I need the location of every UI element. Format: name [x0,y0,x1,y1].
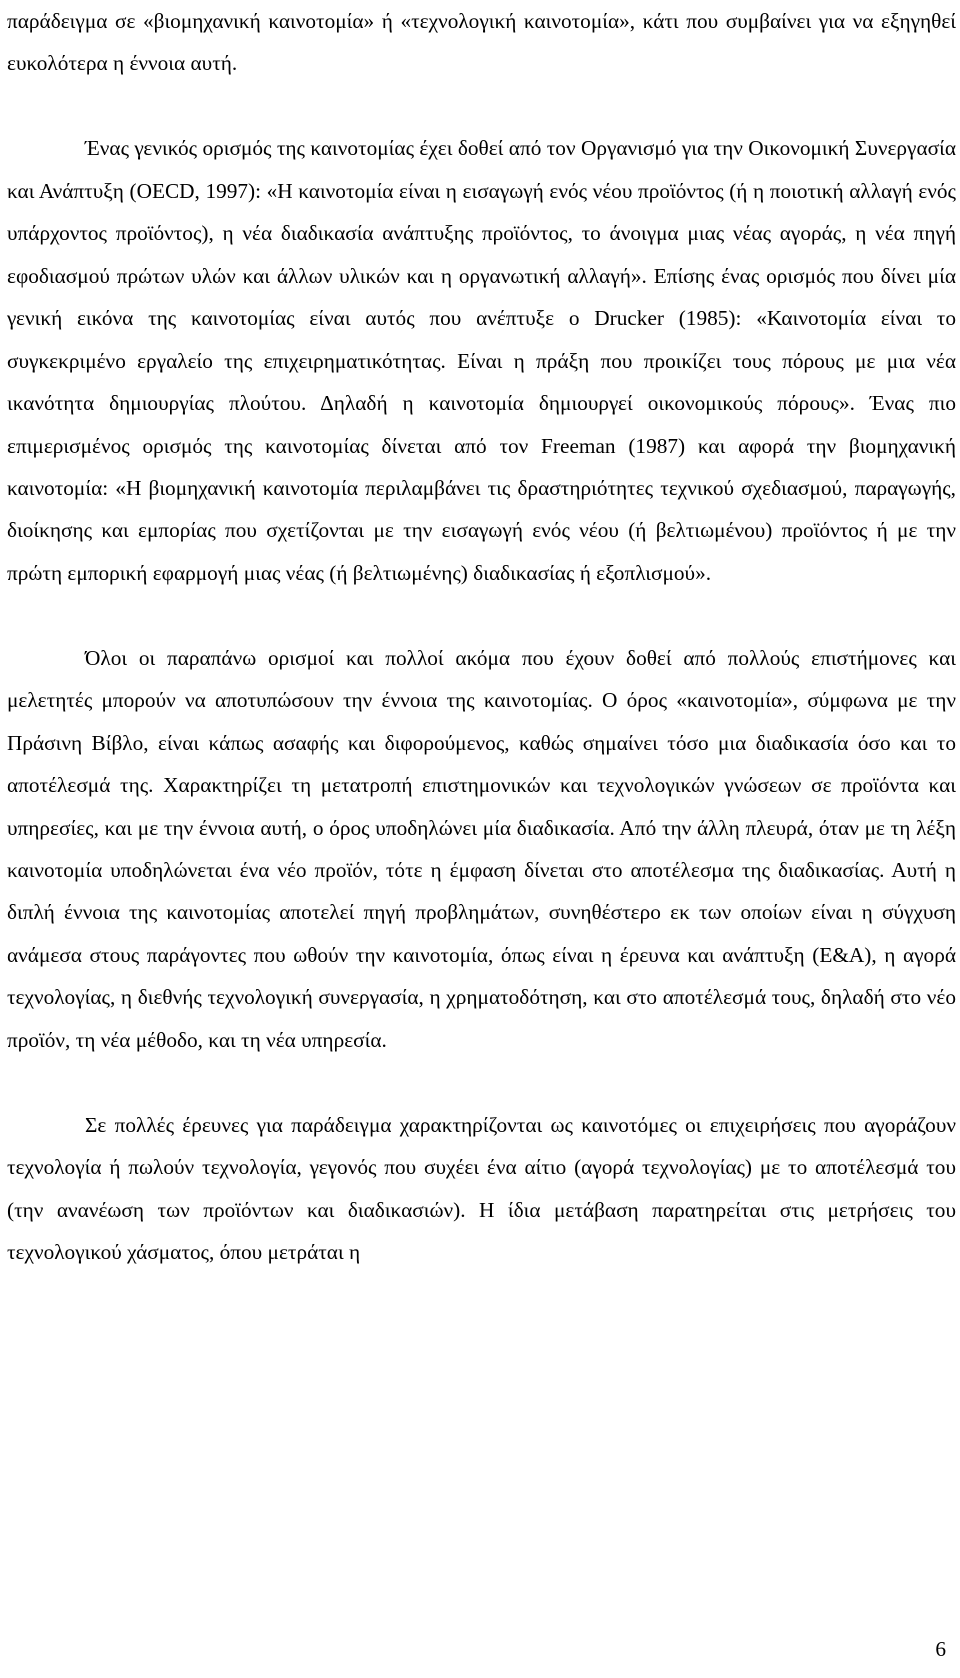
page-number: 6 [935,1637,946,1661]
document-page [7,0,956,1316]
paragraph-4: Σε πολλές έρευνες για παράδειγμα χαρακτηρίζονται ως καινοτόμες οι επιχειρήσεις που αγοράζουν τεχνολογία ή πωλούν τεχνολογία, γεγονός που συχέει ένα αίτιο (αγορά τεχνολογίας) με το αποτέλεσμά του (την ανανέωση των προϊόντων και διαδικασιών). Η ίδια μετάβαση παρατηρείται στις μετρήσεις του τεχνολογικού χάσματος, όπου μετράται η [7,1112,956,1265]
paragraph-2: Ένας γενικός ορισμός της καινοτομίας έχει δοθεί από τον Οργανισμό για την Οικονομική Συνεργασία και Ανάπτυξη (OECD, 1997): «Η καινοτομία είναι η εισαγωγή ενός νέου προϊόντος (ή η ποιοτική αλλαγή ενός υπάρχοντος προϊόντος), η νέα διαδικασία ανάπτυξης προϊόντος, το άνοιγμα μιας νέας αγοράς, η νέα πηγή εφοδιασμού πρώτων υλών και άλλων υλικών και η οργανωτική αλλαγή». Επίσης ένας ορισμός που δίνει μία γενική εικόνα της καινοτομίας είναι αυτός που ανέπτυξε ο Drucker (1985): «Καινοτομία είναι το συγκεκριμένο εργαλείο της επιχειρηματικότητας. Είναι η πράξη που προικίζει τους πόρους με μια νέα ικανότητα δημιουργίας πλούτου. Δηλαδή η καινοτομία δημιουργεί οικονομικούς πόρους». Ένας πιο επιμερισμένος ορισμός της καινοτομίας δίνεται από τον Freeman (1987) και αφορά την βιομηχανική καινοτομία: «Η βιομηχανική καινοτομία περιλαμβάνει τις δραστηριότητες τεχνικού σχεδιασμού, παραγωγής, διοίκησης και εμπορίας που σχετίζονται με την εισαγωγή ενός νέου (ή βελτιωμένου) προϊόντος ή με την πρώτη εμπορική εφαρμογή μιας νέας (ή βελτιωμένης) διαδικασίας ή εξοπλισμού». [7,136,956,585]
paragraph-3: Όλοι οι παραπάνω ορισμοί και πολλοί ακόμα που έχουν δοθεί από πολλούς επιστήμονες και μελετητές μπορούν να αποτυπώσουν την έννοια της καινοτομίας. Ο όρος «καινοτομία», σύμφωνα με την Πράσινη Βίβλο, είναι κάπως ασαφής και διφορούμενος, καθώς σημαίνει τόσο μια διαδικασία όσο και το αποτέλεσμά της. Χαρακτηρίζει τη μετατροπή επιστημονικών και τεχνολογικών γνώσεων σε προϊόντα και υπηρεσίες, και με την έννοια αυτή, ο όρος υποδηλώνει μία διαδικασία. Από την άλλη πλευρά, όταν με τη λέξη καινοτομία υποδηλώνεται ένα νέο προϊόν, τότε η έμφαση δίνεται στο αποτέλεσμα της διαδικασίας. Αυτή η διπλή έννοια της καινοτομίας αποτελεί πηγή προβλημάτων, συνηθέστερο εκ των οποίων είναι η σύγχυση ανάμεσα στους παράγοντες που ωθούν την καινοτομία, όπως είναι η έρευνα και ανάπτυξη (Ε&Α), η αγορά τεχνολογίας, η διεθνής τεχνολογική συνεργασία, η χρηματοδότηση, και στο αποτέλεσμά τους, δηλαδή στο νέο προϊόν, τη νέα μέθοδο, και τη νέα υπηρεσία. [7,645,956,1052]
paragraph-1: παράδειγμα σε «βιομηχανική καινοτομία» ή «τεχνολογική καινοτομία», κάτι που συμβαίνει για να εξηγηθεί ευκολότερα η έννοια αυτή. [7,9,956,76]
